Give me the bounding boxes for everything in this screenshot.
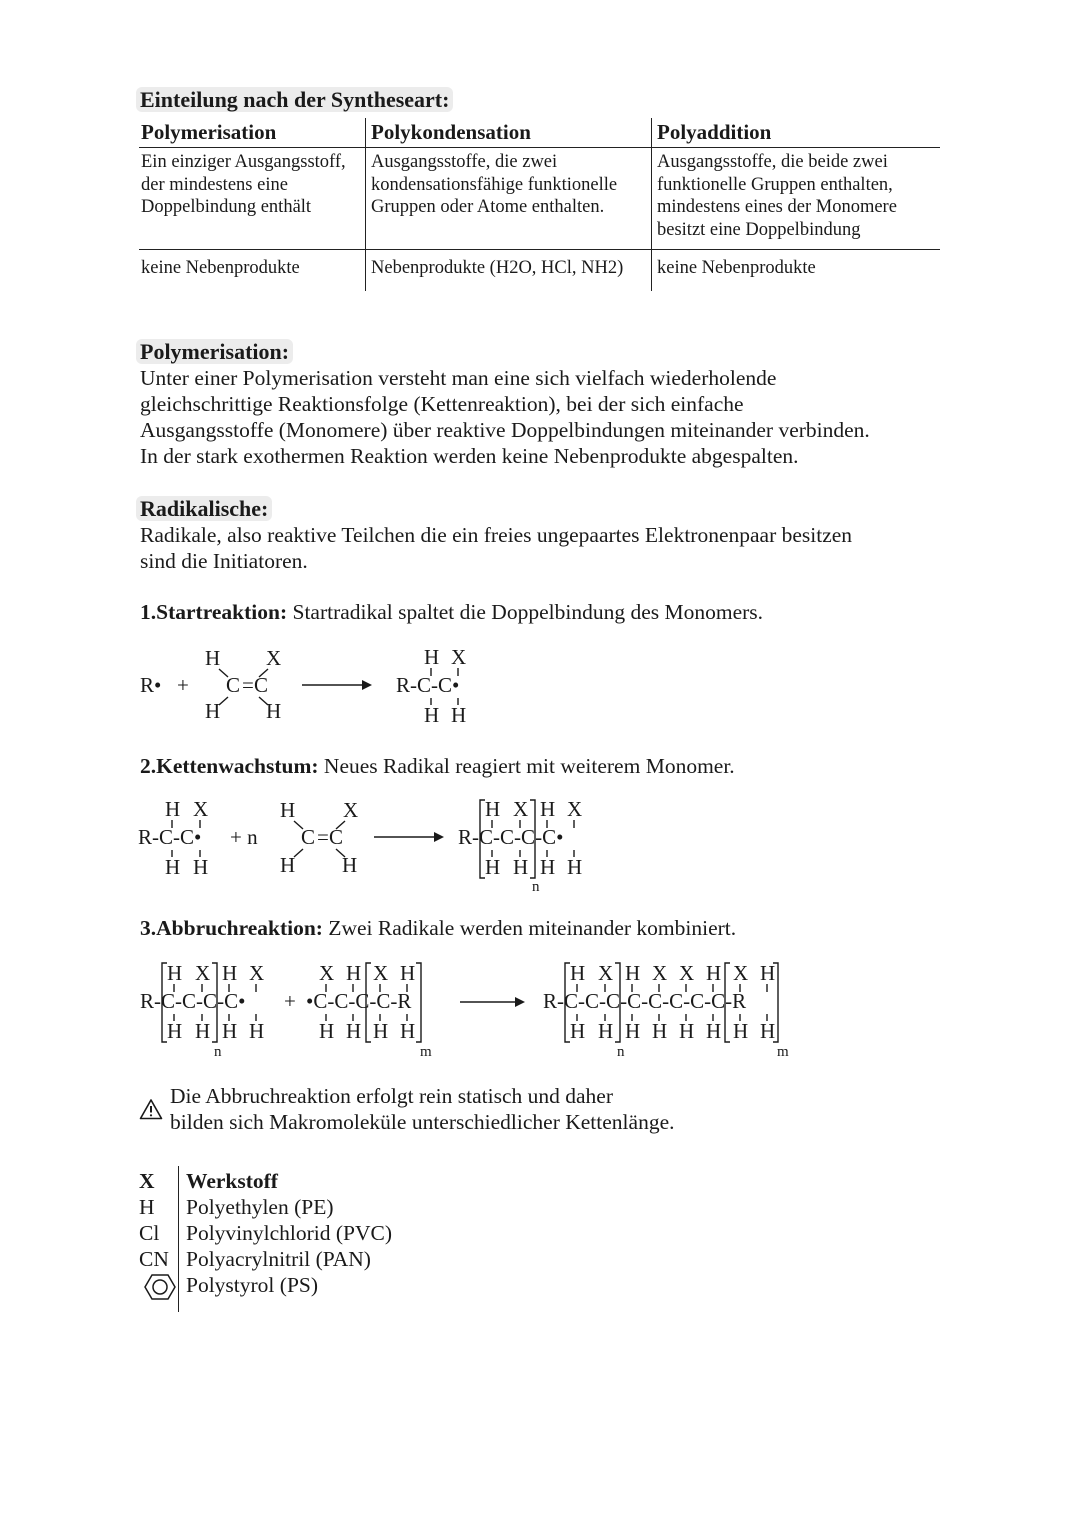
formula-atom: H — [598, 1019, 614, 1043]
formula-atom: X — [598, 961, 614, 985]
termination-formula — [130, 955, 830, 1065]
header-polyaddition: Polyaddition — [652, 118, 941, 148]
formula-atom: H — [733, 1019, 749, 1043]
cell-polykondensation-byproducts: Nebenprodukte (H2O, HCl, NH2) — [366, 250, 652, 292]
bond — [294, 849, 303, 857]
formula-r-radical: R• — [140, 673, 162, 697]
cell-polykondensation-desc: Ausgangsstoffe, die zwei kondensationsfähige funktionelle Gruppen oder Atome enthalten. — [366, 148, 652, 250]
formula-chain: R-C-C• — [138, 825, 202, 849]
werkstoff-header: Werkstoff — [186, 1169, 278, 1193]
formula-atom: H — [485, 855, 501, 879]
formula-atom: C — [254, 673, 269, 697]
formula-atom: H — [373, 1019, 389, 1043]
formula-atom: X — [266, 646, 282, 670]
benzene-ring-icon — [140, 1274, 180, 1300]
warning-icon — [139, 1098, 163, 1120]
formula-atom: H — [165, 855, 181, 879]
formula-atom: H — [280, 798, 296, 822]
formula-atom: X — [343, 798, 359, 822]
table-header-row — [139, 118, 940, 148]
formula-atom: H — [760, 961, 776, 985]
formula-bond: = — [242, 673, 254, 697]
polymerisation-text: Unter einer Polymerisation versteht man eine sich vielfach wiederholende gleichschrittige Reaktionsfolge (Kettenreaktion), bei der sich einfache Ausgangsstoffe (Monomere) über reaktive Doppelbindungen miteinander verbinden. In der stark exothermen Reaktion werden keine Nebenprodukte abgespalten. — [140, 366, 870, 468]
formula-atom: X — [195, 961, 211, 985]
formula-atom: X — [451, 645, 467, 669]
formula-atom: H — [346, 961, 362, 985]
formula-subscript-n: n — [532, 879, 540, 895]
werkstoff-name: Polyvinylchlorid (PVC) — [186, 1221, 393, 1245]
formula-atom: H — [567, 855, 583, 879]
formula-chain: R-C-C-C-C• — [458, 825, 564, 849]
cell-polymerisation-desc: Ein einziger Ausgangsstoff, der mindestens eine Doppelbindung enthält — [139, 148, 366, 250]
cell-polyaddition-desc: Ausgangsstoffe, die beide zwei funktionelle Gruppen enthalten, mindestens eines der Monomere besitzt eine Doppelbindung — [652, 148, 941, 250]
formula-atom: H — [451, 703, 467, 727]
formula-bond: = — [317, 825, 329, 849]
formula-atom: H — [424, 703, 440, 727]
step-start: 1.Startreaktion: Startradikal spaltet die Doppelbindung des Monomers. — [140, 600, 764, 624]
table-row — [139, 250, 940, 292]
formula-atom: C — [301, 825, 316, 849]
warning-text: Die Abbruchreaktion erfolgt rein statisch und daher bilden sich Makromoleküle unterschiedlicher Kettenlänge. — [170, 1084, 675, 1134]
table-row — [139, 148, 940, 250]
formula-atom: H — [706, 1019, 722, 1043]
formula-atom: H — [540, 855, 556, 879]
formula-atom: H — [652, 1019, 668, 1043]
formula-atom: H — [222, 961, 238, 985]
chain-growth-formula — [130, 792, 630, 895]
formula-atom: H — [760, 1019, 776, 1043]
synthesis-table — [139, 118, 940, 291]
formula-subscript-n: n — [214, 1044, 222, 1060]
formula-atom: H — [167, 961, 183, 985]
formula-plus: + — [177, 673, 189, 697]
reaction-arrow-head — [362, 680, 372, 690]
formula-atom: H — [513, 855, 529, 879]
reaction-arrow-head — [434, 832, 444, 842]
werkstoff-name: Polystyrol (PS) — [186, 1273, 319, 1297]
formula-atom: H — [570, 1019, 586, 1043]
werkstoff-x: H — [139, 1195, 155, 1219]
formula-atom: H — [193, 855, 209, 879]
formula-subscript-n: n — [617, 1044, 625, 1060]
formula-atom: C — [329, 825, 344, 849]
werkstoff-name: Polyethylen (PE) — [186, 1195, 334, 1219]
radikalische-text: Radikale, also reaktive Teilchen die ein freies ungepaartes Elektronenpaar besitzen sind die Initiatoren. — [140, 523, 853, 573]
formula-atom: H — [280, 853, 296, 877]
header-polykondensation: Polykondensation — [366, 118, 652, 148]
formula-atom: H — [625, 961, 641, 985]
bracket-right — [416, 963, 421, 1042]
formula-atom: H — [400, 961, 416, 985]
werkstoff-header-x: X — [139, 1169, 155, 1193]
formula-subscript-m: m — [777, 1044, 789, 1060]
formula-chain: •C-C-C-C-R — [306, 989, 412, 1013]
step-termination: 3.Abbruchreaktion: Zwei Radikale werden miteinander kombiniert. — [140, 916, 737, 940]
formula-atom: X — [652, 961, 668, 985]
reaction-arrow-head — [515, 997, 525, 1007]
formula-atom: X — [193, 797, 209, 821]
formula-atom: H — [424, 645, 440, 669]
radikalische-title: Radikalische: — [140, 496, 272, 522]
header-polymerisation: Polymerisation — [139, 118, 366, 148]
formula-plus: + — [284, 989, 296, 1013]
formula-atom: H — [342, 853, 358, 877]
formula-atom: H — [249, 1019, 265, 1043]
formula-atom: C — [226, 673, 241, 697]
formula-atom: X — [249, 961, 265, 985]
start-reaction-formula — [130, 640, 530, 730]
formula-atom: H — [195, 1019, 211, 1043]
polymerisation-title: Polymerisation: — [140, 339, 293, 365]
formula-atom: H — [570, 961, 586, 985]
formula-atom: H — [485, 797, 501, 821]
formula-atom: X — [679, 961, 695, 985]
formula-atom: H — [625, 1019, 641, 1043]
werkstoff-name: Polyacrylnitril (PAN) — [186, 1247, 371, 1271]
formula-atom: H — [167, 1019, 183, 1043]
formula-atom: X — [513, 797, 529, 821]
formula-atom: X — [373, 961, 389, 985]
formula-atom: H — [679, 1019, 695, 1043]
formula-atom: H — [319, 1019, 335, 1043]
bond — [219, 697, 228, 705]
formula-chain: R-C-C-C-C• — [140, 989, 246, 1013]
formula-atom: X — [567, 797, 583, 821]
formula-atom: H — [205, 699, 221, 723]
formula-plus-n: + n — [230, 825, 258, 849]
formula-atom: X — [733, 961, 749, 985]
werkstoff-x: Cl — [139, 1221, 160, 1245]
formula-atom: H — [346, 1019, 362, 1043]
formula-chain: R-C-C-C-C-C-C-C-C-R — [543, 989, 747, 1013]
formula-atom: H — [266, 699, 282, 723]
table-title: Einteilung nach der Syntheseart: — [140, 87, 453, 113]
formula-atom: H — [706, 961, 722, 985]
formula-atom: H — [540, 797, 556, 821]
formula-atom: H — [400, 1019, 416, 1043]
werkstoff-x: CN — [139, 1247, 169, 1271]
cell-polyaddition-byproducts: keine Nebenprodukte — [652, 250, 941, 292]
formula-atom: H — [222, 1019, 238, 1043]
step-growth: 2.Kettenwachstum: Neues Radikal reagiert mit weiterem Monomer. — [140, 754, 735, 778]
formula-chain: R-C-C• — [396, 673, 460, 697]
cell-polymerisation-byproducts: keine Nebenprodukte — [141, 258, 300, 278]
formula-atom: X — [319, 961, 335, 985]
formula-subscript-m: m — [420, 1044, 432, 1060]
formula-atom: H — [165, 797, 181, 821]
formula-atom: H — [205, 646, 221, 670]
